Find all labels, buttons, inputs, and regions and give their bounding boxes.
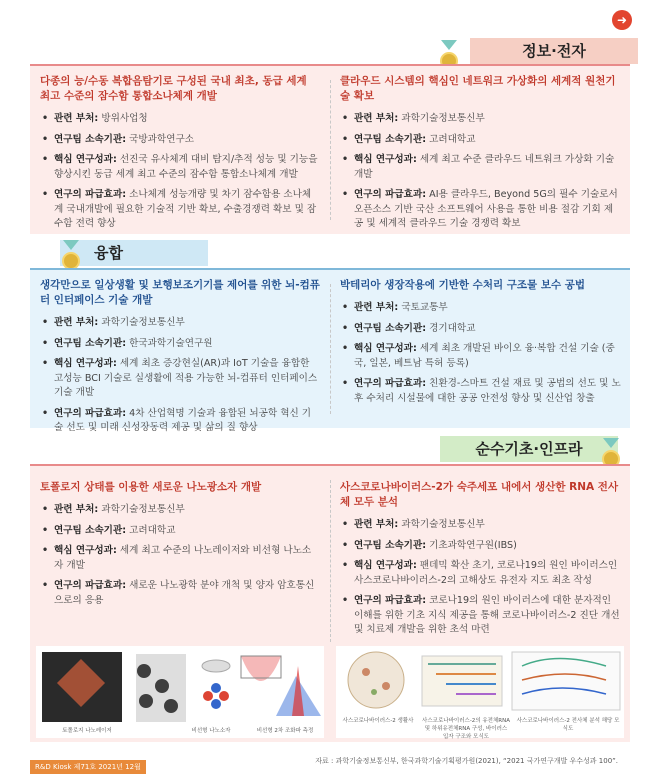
detail-item: • 연구팀 소속기관: 국방과학연구소	[40, 133, 320, 148]
category-label: 융합	[94, 244, 123, 262]
detail-item: • 연구의 파급효과: 코로나19의 원인 바이러스에 대한 분자적인 이해를 위한 기초 지식 제공을 통해 코로나바이러스-2 진단 개선 및 치료제 개발을 위한 초석 마련	[340, 594, 622, 638]
section-panel-basic-infra	[30, 464, 630, 742]
section-panel-convergence	[30, 268, 630, 433]
category-label: 정보·전자	[522, 42, 586, 60]
research-details	[40, 316, 320, 436]
nano-photonics-illustration	[36, 646, 324, 726]
column-divider	[330, 480, 331, 642]
detail-item: • 관련 부처: 과학기술정보통신부	[40, 316, 320, 331]
right-column	[340, 480, 622, 644]
research-details	[40, 503, 320, 608]
detail-item: • 연구의 파급효과: 소나체계 성능개량 및 차기 잠수함용 소나체계 국내개발에 필요한 기술적 기반 확보, 수출경쟁력 확보 및 잠수함 전력 향상	[40, 188, 320, 232]
source-note: 자료 : 과학기술정보통신부, 한국과학기술기획평가원(2021), “2021 국가연구개발 우수성과 100”.	[315, 757, 618, 765]
detail-item: • 핵심 연구성과: 세계 최고 수준 클라우드 네트워크 가상화 기술 개발	[340, 153, 622, 182]
column-divider	[330, 80, 331, 220]
research-details	[40, 112, 320, 232]
detail-item: • 연구팀 소속기관: 한국과학기술연구원	[40, 337, 320, 352]
detail-item: • 핵심 연구성과: 세계 최초 증강현실(AR)과 IoT 기술을 융합한 고성능 BCI 기술로 실생활에 적용 가능한 뇌-컴퓨터 인터페이스 기술 개발	[40, 357, 320, 401]
next-page-arrow-icon[interactable]: ➜	[612, 10, 632, 30]
detail-item: • 핵심 연구성과: 세계 최초 개발된 바이오 융·복합 건설 기술 (중국, 일본, 베트남 특허 등록)	[340, 342, 622, 371]
figure-caption: 비선형 나노소자	[191, 728, 231, 734]
detail-item: • 연구팀 소속기관: 고려대학교	[40, 524, 320, 539]
ribbon-icon	[603, 438, 619, 450]
issue-badge: R&D Kiosk 제71호 2021년 12월	[30, 760, 146, 774]
right-column	[340, 74, 622, 238]
research-title: 사스코로나바이러스-2가 숙주세포 내에서 생산한 RNA 전사체 모두 분석	[340, 481, 619, 508]
nano-photonics-figure	[36, 646, 324, 738]
detail-item: • 관련 부처: 국토교통부	[340, 301, 622, 316]
detail-item: • 관련 부처: 과학기술정보통신부	[340, 518, 622, 533]
detail-item: • 연구팀 소속기관: 고려대학교	[340, 133, 622, 148]
left-column	[40, 480, 320, 614]
research-title: 박테리아 생장작용에 기반한 수처리 구조물 보수 공법	[340, 279, 586, 291]
detail-item: • 연구의 파급효과: 새로운 나노광학 분야 개척 및 양자 암호통신으로의 응용	[40, 579, 320, 608]
research-title: 다종의 능/수동 복합음탐기로 구성된 국내 최초, 동급 세계 최고 수준의 잠수함 통합소나체계 개발	[40, 75, 307, 102]
category-tag-info-electronics	[470, 38, 638, 64]
detail-item: • 관련 부처: 방위사업청	[40, 112, 320, 127]
research-details	[340, 518, 622, 638]
ribbon-icon	[63, 240, 79, 252]
rna-transcriptome-figure	[336, 646, 624, 738]
detail-item: • 관련 부처: 과학기술정보통신부	[40, 503, 320, 518]
category-label: 순수기초·인프라	[475, 440, 583, 458]
research-title: 생각만으로 일상생활 및 보행보조기기를 제어를 위한 뇌-컴퓨터 인터페이스 기술 개발	[40, 279, 320, 306]
detail-item: • 연구의 파급효과: AI용 클라우드, Beyond 5G의 필수 기술로서 오픈소스 기반 국산 소프트웨어 사용을 통한 비용 절감 기회 제공 및 세계적 클라우드 기술 경쟁력 확보	[340, 188, 622, 232]
figure-caption: 비선형 2차 조화파 측정	[256, 728, 314, 734]
detail-item: • 핵심 연구성과: 세계 최고 수준의 나노레이저와 비선형 나노소자 개발	[40, 544, 320, 573]
left-column	[40, 74, 320, 238]
category-tag-basic-infra	[440, 436, 618, 462]
ribbon-icon	[441, 40, 457, 52]
detail-item: • 연구의 파급효과: 친환경-스마트 건설 재료 및 공법의 선도 및 노후 수처리 시설물에 대한 공공 안전성 향상 및 신산업 창출	[340, 377, 622, 406]
detail-item: • 핵심 연구성과: 팬데믹 확산 초기, 코로나19의 원인 바이러스인 사스코로나바이러스-2의 고해상도 유전자 지도 최초 작성	[340, 559, 622, 588]
column-divider	[330, 284, 331, 414]
detail-item: • 핵심 연구성과: 선진국 유사체계 대비 탐지/추적 성능 및 기능을 향상시킨 동급 세계 최고 수준의 잠수함 통합소나체계 개발	[40, 153, 320, 182]
figure-caption: 사스코로나바이러스-2 전사체 분석 해당 모식도	[516, 718, 620, 732]
left-column	[40, 278, 320, 442]
figure-caption: 토폴로지 나노레이저	[62, 728, 112, 734]
figure-caption: 사스코로나바이러스-2의 유전체RNA 및 하위유전체RNA 구성, 바이러스 입자 구조와 모식도	[422, 718, 511, 740]
category-tag-convergence	[60, 240, 208, 266]
research-details	[340, 301, 622, 406]
rna-transcriptome-illustration	[336, 646, 624, 714]
research-details	[340, 112, 622, 232]
research-title: 토폴로지 상태를 이용한 새로운 나노광소자 개발	[40, 481, 262, 493]
right-column	[340, 278, 622, 412]
figure-caption: 사스코로나바이러스-2 생활사	[342, 718, 414, 724]
research-title: 클라우드 시스템의 핵심인 네트워크 가상화의 세계적 원천기술 확보	[340, 75, 616, 102]
section-panel-info-electronics	[30, 64, 630, 234]
detail-item: • 연구팀 소속기관: 경기대학교	[340, 322, 622, 337]
detail-item: • 관련 부처: 과학기술정보통신부	[340, 112, 622, 127]
detail-item: • 연구팀 소속기관: 기초과학연구원(IBS)	[340, 539, 622, 554]
detail-item: • 연구의 파급효과: 4차 산업혁명 기술과 융합된 뇌공학 혁신 기술 선도 및 미래 신성장동력 제공 및 삶의 질 향상	[40, 407, 320, 436]
